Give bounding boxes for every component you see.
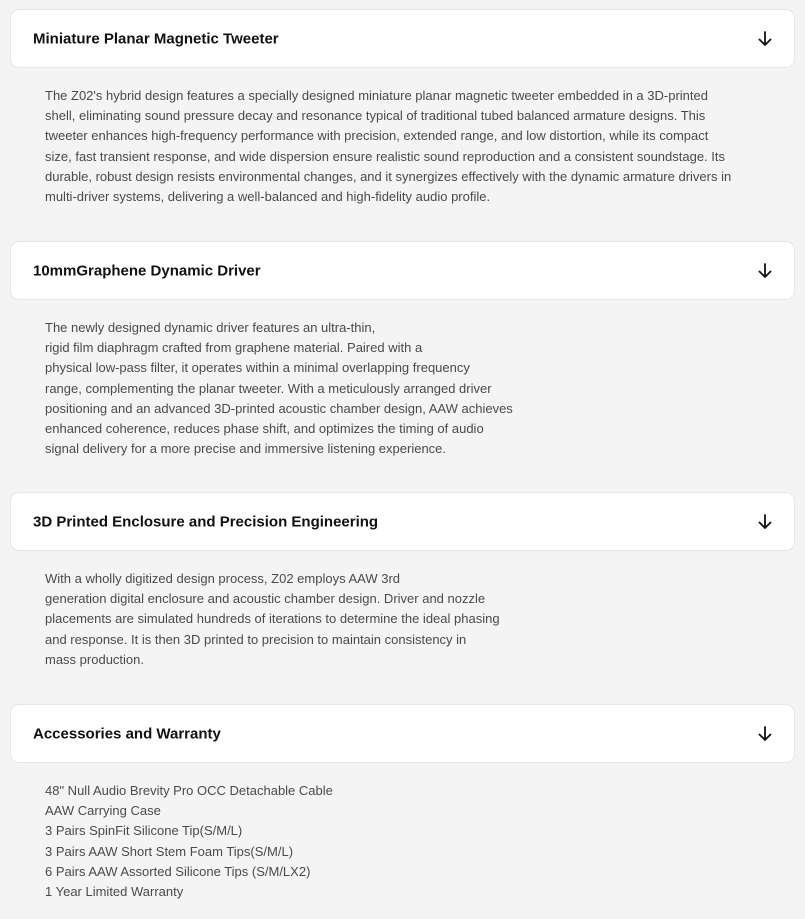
accordion-title: 3D Printed Enclosure and Precision Engineering	[33, 513, 379, 530]
accessories-list	[45, 781, 795, 902]
text-line: placements are simulated hundreds of iterations to determine the ideal phasing	[45, 611, 500, 627]
text-line: tweeter enhances high-frequency performance with precision, extended range, and low distortion, while its compact	[45, 128, 709, 144]
accordion-title: 10mmGraphene Dynamic Driver	[33, 262, 261, 279]
text-line: positioning and an advanced 3D-printed acoustic chamber design, AAW achieves	[45, 400, 513, 416]
list-item: 3 Pairs AAW Short Stem Foam Tips(S/M/L)	[45, 843, 294, 859]
accordion-content-accessories	[10, 781, 795, 902]
text-line: rigid film diaphragm crafted from graphene material. Paired with a	[45, 340, 423, 356]
list-item: 1 Year Limited Warranty	[45, 884, 184, 900]
accordion-header-dynamic-driver[interactable]	[10, 241, 795, 300]
accordion-content-dynamic-driver	[10, 318, 795, 459]
paragraph	[45, 86, 795, 207]
accordion-section-accessories	[10, 704, 795, 902]
text-line: signal delivery for a more precise and immersive listening experience.	[45, 441, 447, 457]
text-line: The newly designed dynamic driver features an ultra-thin,	[45, 320, 376, 335]
arrow-down-icon[interactable]	[758, 514, 772, 530]
accordion-section-3d-enclosure	[10, 492, 795, 670]
paragraph	[45, 318, 795, 459]
paragraph	[45, 569, 795, 670]
accordion-content-3d-enclosure	[10, 569, 795, 670]
text-line: shell, eliminating sound pressure decay and resonance typical of traditional tubed balanced armature designs. This	[45, 108, 706, 124]
text-line: durable, robust design resists environmental changes, and it synergizes effectively with the dynamic armature drivers in	[45, 168, 732, 184]
arrow-down-icon[interactable]	[758, 31, 772, 47]
text-line: and response. It is then 3D printed to precision to maintain consistency in	[45, 631, 467, 647]
accordion-content-planar-tweeter	[10, 86, 795, 207]
accordion-title: Miniature Planar Magnetic Tweeter	[33, 30, 279, 47]
text-line: mass production.	[45, 651, 144, 667]
accordion-header-3d-enclosure[interactable]	[10, 492, 795, 551]
text-line: physical low-pass filter, it operates within a minimal overlapping frequency	[45, 360, 470, 376]
accordion-section-dynamic-driver	[10, 241, 795, 459]
text-line: The Z02's hybrid design features a specially designed miniature planar magnetic tweeter embedded in a 3D-printed	[45, 88, 708, 103]
text-line: multi-driver systems, delivering a well-balanced and high-fidelity audio profile.	[45, 189, 491, 205]
text-line: enhanced coherence, reduces phase shift, and optimizes the timing of audio	[45, 421, 484, 437]
text-line: With a wholly digitized design process, Z02 employs AAW 3rd	[45, 571, 401, 586]
list-item: 3 Pairs SpinFit Silicone Tip(S/M/L)	[45, 823, 243, 839]
accordion-header-planar-tweeter[interactable]	[10, 9, 795, 68]
accordion-title: Accessories and Warranty	[33, 725, 221, 742]
accordion-section-planar-tweeter	[10, 9, 795, 207]
text-line: size, fast transient response, and wide dispersion ensure realistic sound reproduction and a consistent soundstage. Its	[45, 148, 726, 164]
text-line: generation digital enclosure and acoustic chamber design. Driver and nozzle	[45, 591, 486, 607]
arrow-down-icon[interactable]	[758, 263, 772, 279]
arrow-down-icon[interactable]	[758, 726, 772, 742]
list-item: 48" Null Audio Brevity Pro OCC Detachable Cable	[45, 783, 333, 798]
text-line: range, complementing the planar tweeter. With a meticulously arranged driver	[45, 380, 492, 396]
accordion-header-accessories[interactable]	[10, 704, 795, 763]
list-item: 6 Pairs AAW Assorted Silicone Tips (S/M/LX2)	[45, 863, 311, 879]
list-item: AAW Carrying Case	[45, 803, 161, 819]
